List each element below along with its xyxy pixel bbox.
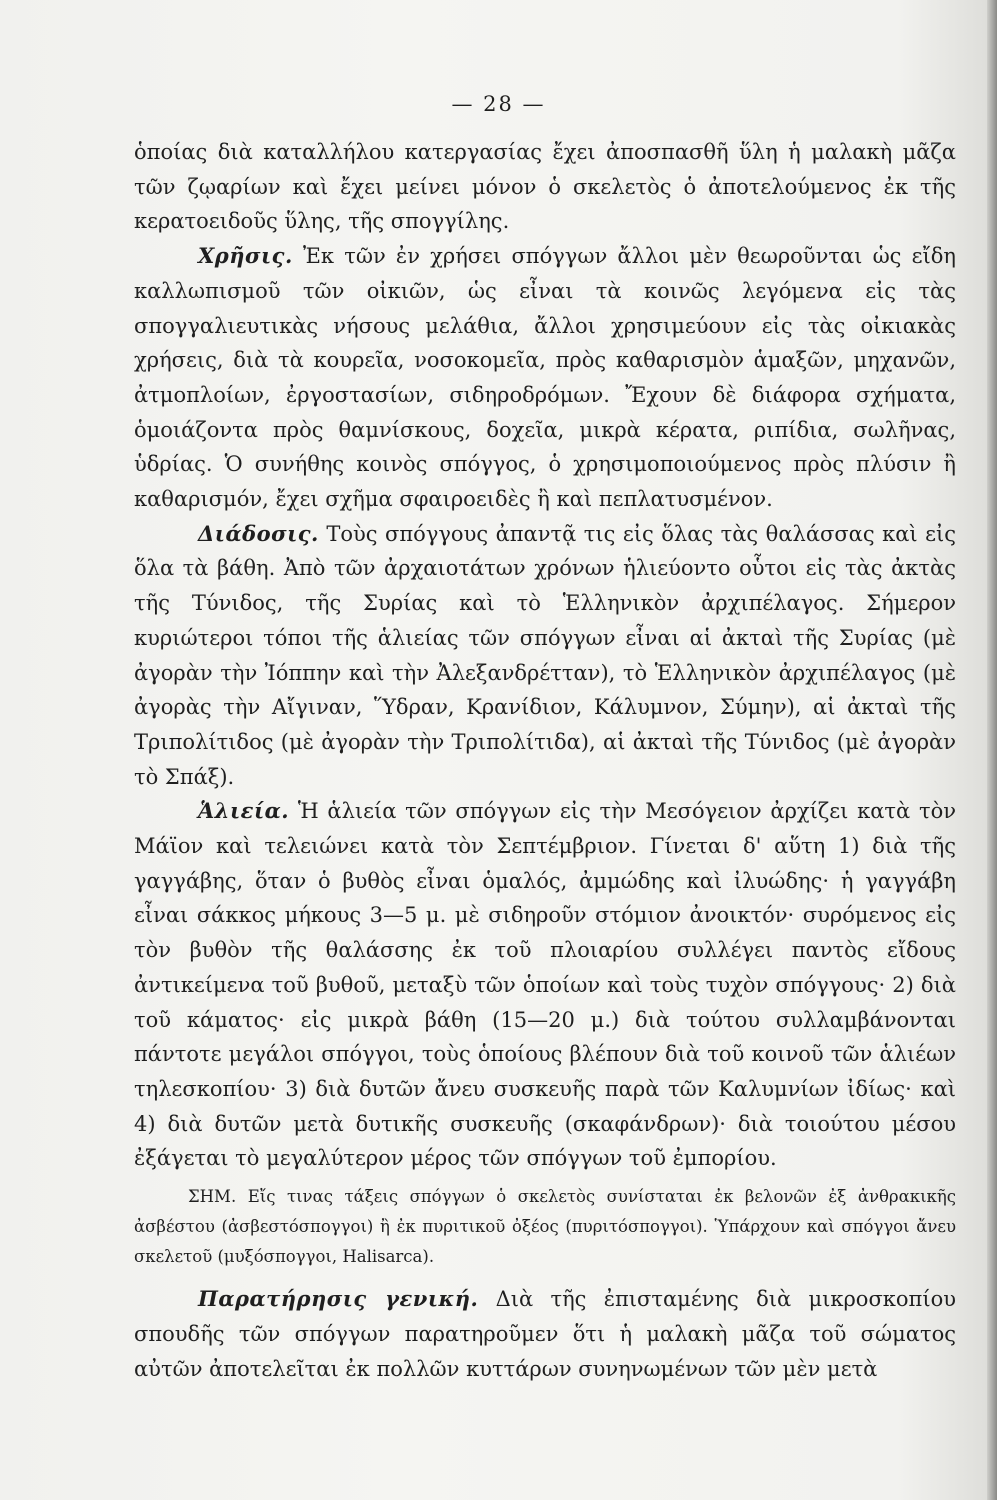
paragraph-text: Ἡ ἁλιεία τῶν σπόγγων εἰς τὴν Μεσόγειον ἀρχίζει κατὰ τὸν Μάϊον καὶ τελειώνει κατὰ τὸν Σεπτέμβριον. Γίνεται δ' αὕτη 1) διὰ τῆς γαγγάβης, ὅταν ὁ βυθὸς εἶναι ὁμαλός, ἀμμώδης καὶ ἰλυώδης· ἡ γαγγάβη εἶναι σάκκος μήκους 3—5 μ. μὲ σιδηροῦν στόμιον ἀνοικτόν· συρόμενος εἰς τὸν βυθὸν τῆς θαλάσσης ἐκ τοῦ πλοιαρίου συλλέγει παντὸς εἴδους ἀντικείμενα τοῦ βυθοῦ, μεταξὺ τῶν ὁποίων καὶ τοὺς τυχὸν σπόγγους· 2) διὰ τοῦ κάματος· εἰς μικρὰ βάθη (15—20 μ.) διὰ τούτου συλλαμβάνονται πάντοτε μεγάλοι σπόγγοι, τοὺς ὁποίους βλέπουν διὰ τοῦ κοινοῦ τῶν ἁλιέων τηλεσκοπίου· 3) διὰ δυτῶν ἄνευ συσκευῆς παρὰ τῶν Καλυμνίων ἰδίως· καὶ 4) διὰ δυτῶν μετὰ δυτικῆς συσκευῆς (σκαφάνδρων)· διὰ τοιούτου μέσου ἐξάγεται τὸ μεγαλύτερον μέρος τῶν σπόγγων τοῦ ἐμπορίου. <box>134 799 956 1171</box>
section-heading-distribution: Διάδοσις. <box>198 520 319 546</box>
page-body <box>134 135 956 1386</box>
paragraph-distribution <box>134 517 956 795</box>
section-heading-uses: Χρῆσις. <box>198 243 293 269</box>
page-number: — 28 — <box>451 92 546 116</box>
paragraph-text: Τοὺς σπόγγους ἀπαντᾷ τις εἰς ὅλας τὰς θαλάσσας καὶ εἰς ὅλα τὰ βάθη. Ἀπὸ τῶν ἀρχαιοτάτων χρόνων ἡλιεύοντο οὗτοι εἰς τὰς ἀκτὰς τῆς Τύνιδος, τῆς Συρίας καὶ τὸ Ἑλληνικὸν ἀρχιπέλαγος. Σήμερον κυριώτεροι τόποι τῆς ἁλιείας τῶν σπόγγων εἶναι αἱ ἀκταὶ τῆς Συρίας (μὲ ἀγορὰν τὴν Ἰόππην καὶ τὴν Ἀλεξανδρέτταν), τὸ Ἑλληνικὸν ἀρχιπέλαγος (μὲ ἀγορὰς τὴν Αἴγιναν, Ὕδραν, Κρανίδιον, Κάλυμνον, Σύμην), αἱ ἀκταὶ τῆς Τριπολίτιδος (μὲ ἀγορὰν τὴν Τριπολίτιδα), αἱ ἀκταὶ τῆς Τύνιδος (μὲ ἀγορὰν τὸ Σπάξ). <box>134 521 956 789</box>
paragraph-uses <box>134 239 956 517</box>
section-heading-fishing: Ἁλιεία. <box>198 798 290 824</box>
paragraph-fishing <box>134 794 956 1176</box>
section-heading-general-observation: Παρατήρησις γενική. <box>198 1286 479 1312</box>
footnote: ΣΗΜ. Εἴς τινας τάξεις σπόγγων ὁ σκελετὸς συνίσταται ἐκ βελονῶν ἐξ ἀνθρακικῆς ἀσβέστου (ἀσβεστόσπογγοι) ἢ ἐκ πυριτικοῦ ὀξέος (πυριτόσπογγοι). Ὑπάρχουν καὶ σπόγγοι ἄνευ σκελετοῦ (μυξόσπογγοι, Halisarca). <box>134 1187 956 1267</box>
paragraph-text: Ἐκ τῶν ἐν χρήσει σπόγγων ἄλλοι μὲν θεωροῦνται ὡς εἴδη καλλωπισμοῦ τῶν οἰκιῶν, ὡς εἶναι τὰ κοινῶς λεγόμενα εἰς τὰς σπογγαλιευτικὰς νήσους μελάθια, ἄλλοι χρησιμεύουν εἰς τὰς οἰκιακὰς χρήσεις, διὰ τὰ κουρεῖα, νοσοκομεῖα, πρὸς καθαρισμὸν ἁμαξῶν, μηχανῶν, ἀτμοπλοίων, ἐργοστασίων, σιδηροδρόμων. Ἔχουν δὲ διάφορα σχήματα, ὁμοιάζοντα πρὸς θαμνίσκους, δοχεῖα, μικρὰ κέρατα, ριπίδια, σωλῆνας, ὑδρίας. Ὁ συνήθης κοινὸς σπόγγος, ὁ χρησιμοποιούμενος πρὸς πλύσιν ἢ καθαρισμόν, ἔχει σχῆμα σφαιροειδὲς ἢ καὶ πεπλατυσμένον. <box>134 244 956 512</box>
page-edge-shadow <box>987 0 997 1500</box>
paragraph-general-observation <box>134 1282 956 1386</box>
paragraph-continuation <box>134 135 956 239</box>
paragraph-text: Διὰ τῆς ἐπισταμένης διὰ μικροσκοπίου σπουδῆς τῶν σπόγγων παρατηροῦμεν ὅτι ἡ μαλακὴ μᾶζα τοῦ σώματος αὐτῶν ἀποτελεῖται ἐκ πολλῶν κυττάρων συνηνωμένων τῶν μὲν μετὰ <box>134 1287 956 1381</box>
paragraph-text: ὁποίας διὰ καταλλήλου κατεργασίας ἔχει ἀποσπασθῆ ὕλη ἡ μαλακὴ μᾶζα τῶν ζῳαρίων καὶ ἔχει μείνει μόνον ὁ σκελετὸς ὁ ἀποτελούμενος ἐκ τῆς κερατοειδοῦς ὕλης, τῆς σπογγίλης. <box>134 140 956 234</box>
